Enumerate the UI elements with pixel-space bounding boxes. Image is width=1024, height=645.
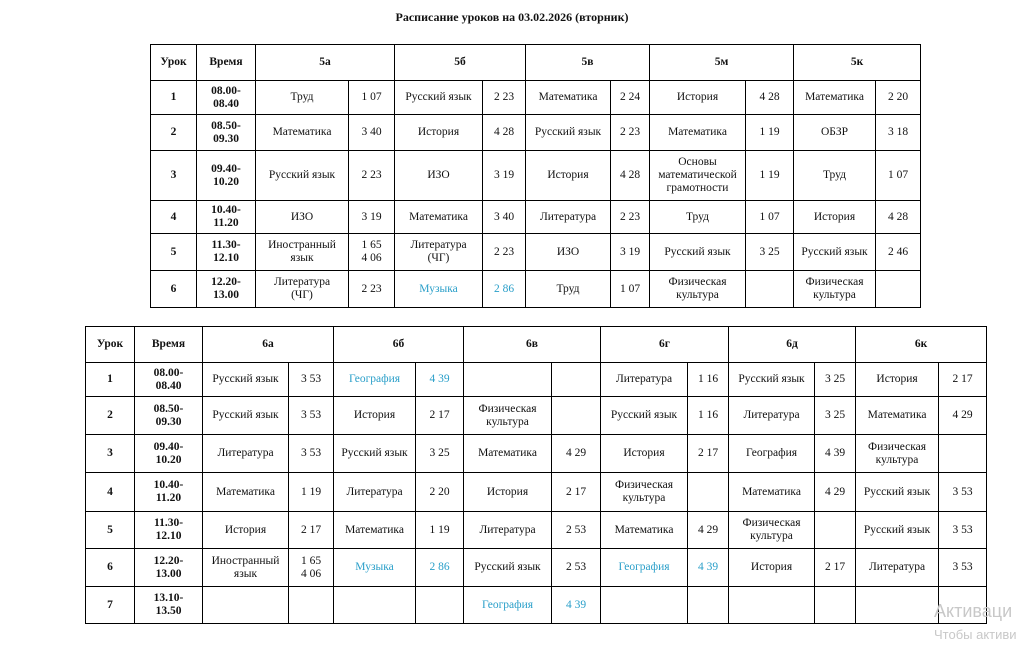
room-cell: 3 53 — [939, 512, 987, 549]
room-cell — [552, 363, 601, 397]
room-cell: 1 65 4 06 — [349, 234, 395, 271]
lesson-time: 09.40- 10.20 — [135, 435, 203, 473]
class-col-header: 6б — [334, 327, 464, 363]
room-cell: 1 19 — [289, 473, 334, 512]
subject-cell: История — [856, 363, 939, 397]
subject-cell: География — [729, 435, 815, 473]
class-col-header: 6к — [856, 327, 987, 363]
subject-cell — [464, 363, 552, 397]
room-cell: 4 39 — [552, 587, 601, 624]
room-cell: 3 53 — [939, 549, 987, 587]
room-cell: 3 53 — [289, 363, 334, 397]
room-cell: 1 16 — [688, 363, 729, 397]
room-cell: 3 19 — [349, 201, 395, 234]
class-col-header: 6а — [203, 327, 334, 363]
room-cell: 3 25 — [746, 234, 794, 271]
table-row — [86, 397, 987, 435]
room-cell: 3 53 — [289, 397, 334, 435]
room-cell — [746, 271, 794, 308]
subject-cell: Русский язык — [729, 363, 815, 397]
lesson-time: 10.40- 11.20 — [197, 201, 256, 234]
room-cell: 2 17 — [552, 473, 601, 512]
subject-cell: Труд — [526, 271, 611, 308]
lesson-number: 5 — [86, 512, 135, 549]
class-col-header: 5а — [256, 45, 395, 81]
subject-cell: История — [203, 512, 289, 549]
lesson-number: 4 — [151, 201, 197, 234]
subject-cell: Иностранный язык — [203, 549, 289, 587]
subject-cell: Математика — [856, 397, 939, 435]
subject-cell — [203, 587, 289, 624]
subject-cell: Иностранный язык — [256, 234, 349, 271]
class-col-header: 5б — [395, 45, 526, 81]
room-cell: 4 29 — [939, 397, 987, 435]
room-cell — [815, 587, 856, 624]
subject-cell — [601, 587, 688, 624]
room-cell: 1 19 — [746, 151, 794, 201]
room-cell: 4 28 — [746, 81, 794, 115]
lesson-number: 4 — [86, 473, 135, 512]
room-cell: 3 53 — [289, 435, 334, 473]
subject-cell: ИЗО — [526, 234, 611, 271]
room-cell: 4 28 — [611, 151, 650, 201]
subject-cell: Физическая культура — [729, 512, 815, 549]
table-header-row — [86, 327, 987, 363]
subject-cell: Физическая культура — [650, 271, 746, 308]
room-cell: 2 86 — [416, 549, 464, 587]
subject-cell: Русский язык — [203, 363, 289, 397]
subject-cell — [729, 587, 815, 624]
room-cell: 2 46 — [876, 234, 921, 271]
subject-cell: ИЗО — [256, 201, 349, 234]
table-row — [86, 512, 987, 549]
lesson-number: 6 — [151, 271, 197, 308]
room-cell: 3 53 — [939, 473, 987, 512]
room-cell: 2 17 — [815, 549, 856, 587]
room-cell: 1 07 — [611, 271, 650, 308]
subject-cell: Русский язык — [601, 397, 688, 435]
subject-cell: Литература — [601, 363, 688, 397]
subject-cell: Русский язык — [794, 234, 876, 271]
subject-cell: Математика — [526, 81, 611, 115]
room-cell: 4 39 — [688, 549, 729, 587]
subject-cell: Математика — [729, 473, 815, 512]
table-row — [86, 363, 987, 397]
table-row — [151, 271, 921, 308]
table-row — [86, 549, 987, 587]
room-cell — [688, 587, 729, 624]
subject-cell: Русский язык — [464, 549, 552, 587]
subject-cell: История — [729, 549, 815, 587]
time-col-header: Время — [197, 45, 256, 81]
room-cell: 2 17 — [688, 435, 729, 473]
subject-cell: География — [334, 363, 416, 397]
lesson-col-header: Урок — [151, 45, 197, 81]
lesson-time: 10.40- 11.20 — [135, 473, 203, 512]
subject-cell: Математика — [395, 201, 483, 234]
page-title: Расписание уроков на 03.02.2026 (вторник) — [395, 10, 629, 24]
class-col-header: 6д — [729, 327, 856, 363]
subject-cell — [856, 587, 939, 624]
room-cell: 4 28 — [483, 115, 526, 151]
class-col-header: 6в — [464, 327, 601, 363]
subject-cell: Музыка — [395, 271, 483, 308]
subject-cell: Русский язык — [395, 81, 483, 115]
subject-cell: История — [464, 473, 552, 512]
class-col-header: 5в — [526, 45, 650, 81]
subject-cell — [334, 587, 416, 624]
room-cell: 2 20 — [876, 81, 921, 115]
room-cell: 4 29 — [815, 473, 856, 512]
subject-cell: Математика — [794, 81, 876, 115]
subject-cell: Литература — [203, 435, 289, 473]
subject-cell: Литература — [334, 473, 416, 512]
lesson-number: 3 — [151, 151, 197, 201]
room-cell: 2 23 — [611, 201, 650, 234]
room-cell — [876, 271, 921, 308]
subject-cell: Математика — [256, 115, 349, 151]
subject-cell: Литература — [856, 549, 939, 587]
subject-cell: Математика — [650, 115, 746, 151]
subject-cell: Физическая культура — [856, 435, 939, 473]
subject-cell: Русский язык — [526, 115, 611, 151]
room-cell: 1 07 — [876, 151, 921, 201]
subject-cell: История — [650, 81, 746, 115]
subject-cell: Труд — [256, 81, 349, 115]
subject-cell: Русский язык — [856, 512, 939, 549]
lesson-number: 6 — [86, 549, 135, 587]
lesson-time: 13.10- 13.50 — [135, 587, 203, 624]
room-cell: 2 24 — [611, 81, 650, 115]
subject-cell: Математика — [334, 512, 416, 549]
class-col-header: 5к — [794, 45, 921, 81]
subject-cell: Музыка — [334, 549, 416, 587]
subject-cell: История — [526, 151, 611, 201]
room-cell: 2 23 — [349, 271, 395, 308]
room-cell: 3 25 — [815, 363, 856, 397]
room-cell — [815, 512, 856, 549]
subject-cell: Труд — [794, 151, 876, 201]
subject-cell: Русский язык — [650, 234, 746, 271]
room-cell: 2 53 — [552, 512, 601, 549]
table-row — [86, 435, 987, 473]
subject-cell: Математика — [203, 473, 289, 512]
subject-cell: Литература (ЧГ) — [256, 271, 349, 308]
room-cell — [688, 473, 729, 512]
room-cell: 3 40 — [483, 201, 526, 234]
subject-cell: Русский язык — [203, 397, 289, 435]
subject-cell: Математика — [601, 512, 688, 549]
lesson-number: 1 — [151, 81, 197, 115]
subject-cell: Физическая культура — [794, 271, 876, 308]
subject-cell: География — [601, 549, 688, 587]
room-cell: 1 16 — [688, 397, 729, 435]
room-cell: 2 23 — [611, 115, 650, 151]
subject-cell: Русский язык — [256, 151, 349, 201]
room-cell: 2 86 — [483, 271, 526, 308]
table-row — [151, 115, 921, 151]
lesson-time: 09.40- 10.20 — [197, 151, 256, 201]
room-cell: 2 23 — [349, 151, 395, 201]
room-cell: 1 65 4 06 — [289, 549, 334, 587]
room-cell: 4 29 — [552, 435, 601, 473]
subject-cell: История — [794, 201, 876, 234]
subject-cell: Математика — [464, 435, 552, 473]
room-cell: 4 28 — [876, 201, 921, 234]
room-cell: 3 25 — [416, 435, 464, 473]
table-row — [86, 473, 987, 512]
lesson-col-header: Урок — [86, 327, 135, 363]
class-col-header: 6г — [601, 327, 729, 363]
lesson-number: 2 — [86, 397, 135, 435]
lesson-number: 5 — [151, 234, 197, 271]
room-cell: 2 23 — [483, 81, 526, 115]
lesson-time: 11.30- 12.10 — [135, 512, 203, 549]
subject-cell: ИЗО — [395, 151, 483, 201]
subject-cell: Труд — [650, 201, 746, 234]
schedule-table-5 — [150, 44, 921, 308]
subject-cell: Русский язык — [334, 435, 416, 473]
subject-cell: История — [601, 435, 688, 473]
room-cell: 2 17 — [416, 397, 464, 435]
table-header-row — [151, 45, 921, 81]
room-cell — [416, 587, 464, 624]
subject-cell: География — [464, 587, 552, 624]
lesson-number: 2 — [151, 115, 197, 151]
room-cell: 3 18 — [876, 115, 921, 151]
lesson-time: 11.30- 12.10 — [197, 234, 256, 271]
room-cell: 3 25 — [815, 397, 856, 435]
subject-cell: Физическая культура — [601, 473, 688, 512]
subject-cell: Основы математической грамотности — [650, 151, 746, 201]
lesson-number: 3 — [86, 435, 135, 473]
lesson-time: 08.00- 08.40 — [197, 81, 256, 115]
subject-cell: История — [334, 397, 416, 435]
room-cell: 2 17 — [289, 512, 334, 549]
room-cell: 3 19 — [611, 234, 650, 271]
lesson-time: 08.50- 09.30 — [197, 115, 256, 151]
room-cell: 1 19 — [746, 115, 794, 151]
table-row — [151, 234, 921, 271]
class-col-header: 5м — [650, 45, 794, 81]
room-cell: 2 17 — [939, 363, 987, 397]
room-cell: 1 07 — [746, 201, 794, 234]
lesson-time: 12.20- 13.00 — [135, 549, 203, 587]
room-cell: 1 19 — [416, 512, 464, 549]
room-cell: 4 29 — [688, 512, 729, 549]
subject-cell: Русский язык — [856, 473, 939, 512]
room-cell — [289, 587, 334, 624]
room-cell — [939, 435, 987, 473]
room-cell: 2 53 — [552, 549, 601, 587]
table-row — [151, 201, 921, 234]
room-cell: 4 39 — [815, 435, 856, 473]
room-cell: 3 40 — [349, 115, 395, 151]
subject-cell: ОБЗР — [794, 115, 876, 151]
lesson-time: 08.50- 09.30 — [135, 397, 203, 435]
room-cell: 2 20 — [416, 473, 464, 512]
subject-cell: Литература — [729, 397, 815, 435]
lesson-time: 08.00- 08.40 — [135, 363, 203, 397]
room-cell: 3 19 — [483, 151, 526, 201]
time-col-header: Время — [135, 327, 203, 363]
lesson-number: 7 — [86, 587, 135, 624]
activation-watermark-hint: Чтобы активи — [934, 627, 1017, 642]
room-cell: 1 07 — [349, 81, 395, 115]
table-row — [151, 151, 921, 201]
table-row — [86, 587, 987, 624]
lesson-number: 1 — [86, 363, 135, 397]
subject-cell: Литература — [464, 512, 552, 549]
room-cell — [552, 397, 601, 435]
subject-cell: Физическая культура — [464, 397, 552, 435]
schedule-table-6 — [85, 326, 987, 624]
subject-cell: Литература (ЧГ) — [395, 234, 483, 271]
subject-cell: История — [395, 115, 483, 151]
activation-watermark-title: Активаци — [934, 601, 1013, 621]
lesson-time: 12.20- 13.00 — [197, 271, 256, 308]
subject-cell: Литература — [526, 201, 611, 234]
room-cell: 2 23 — [483, 234, 526, 271]
table-row — [151, 81, 921, 115]
room-cell: 4 39 — [416, 363, 464, 397]
